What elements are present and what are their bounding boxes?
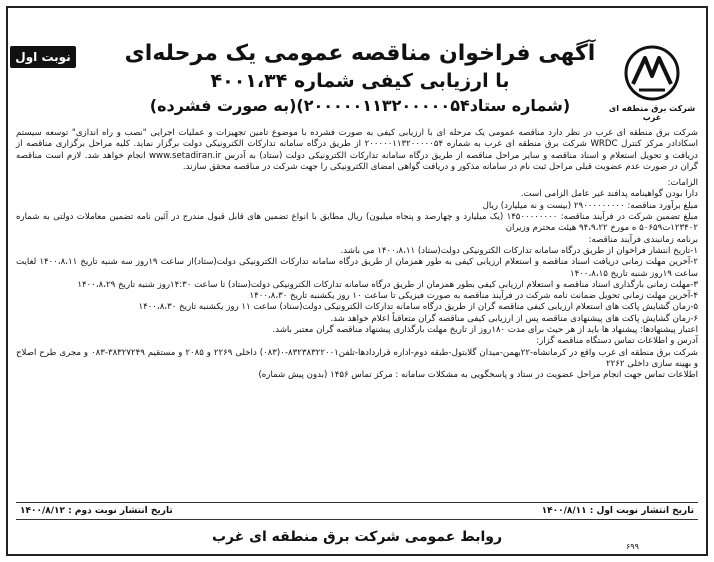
regional-electric-logo-icon: [623, 44, 681, 102]
schedule-item-4: ۴-آخرین مهلت زمانی تحویل ضمانت نامه شرکت در فرآیند مناقصه به صورت فیزیکی تا ساعت ۱۰ روز یکشنبه تاریخ ۱۴۰۰،۸،۳۰: [249, 291, 698, 302]
title-line-1: آگهی فراخوان مناقصه عمومی یک مرحله‌ای: [124, 41, 596, 66]
contact-heading: آدرس و اطلاعات تماس دستگاه مناقصه گزار:: [536, 336, 698, 347]
schedule-item-1: ۱-تاریخ انتشار فراخوان از طریق درگاه سامانه تدارکات الکترونیکی دولت(ستاد) ۱۴۰۰،۸،۱۱ می باشد.: [340, 245, 698, 256]
notice-title: [110, 40, 610, 118]
company-logo: [604, 44, 700, 120]
public-relations-footer: روابط عمومی شرکت برق منطقه ای غرب: [211, 529, 503, 545]
notice-code: ۶۹۹: [626, 542, 639, 551]
first-publication-date: تاریخ انتشار نوبت اول : ۱۴۰۰/۸/۱۱: [541, 506, 694, 516]
schedule-heading: برنامه زمانبندی فرآیند مناقصه:: [588, 234, 698, 245]
schedule-item-2: ۲-آخرین مهلت زمانی دریافت اسناد مناقصه و استعلام ارزیابی کیفی به طور همزمان از طریق درگاه سامانه تدارکات الکترونیکی دولت(ستاد)از ساعت ۱۹روز سه شنبه تاریخ ۱۴۰۰،۸،۱۱ لغایت ساعت ۱۹روز شنبه تاریخ ۱۴۰۰،۸،۱۵: [16, 257, 698, 279]
edition-badge: نوبت اول: [10, 46, 76, 68]
validity-note: اعتبار پیشنهادها: پیشنهاد ها باید از هر حیث برای مدت ۱۸۰روز از تاریخ مهلت بارگذاری پیشنهاد مناقصه گران معتبر باشد.: [272, 325, 698, 336]
schedule-item-3: ۳-مهلت زمانی بارگذاری اسناد مناقصه و استعلام ارزیابی کیفی بطور همزمان از طریق درگاه سامانه تدارکات الکترونیکی دولت(ستاد) تا ساعت ۱۴:۳۰روز شنبه تاریخ ۱۴۰۰،۸،۲۹: [77, 279, 698, 290]
second-publication-date: تاریخ انتشار نوبت دوم : ۱۴۰۰/۸/۱۲: [20, 506, 173, 516]
estimate-amount: مبلغ برآورد مناقصه: ۲۹۰۰۰۰۰۰۰۰۰ (بیست و نه میلیارد) ریال: [482, 200, 698, 211]
title-line-3: (شماره ستاد۲۰۰۰۰۰۱۱۳۲۰۰۰۰۰۵۴)(به صورت فشرده): [149, 96, 571, 115]
intro-paragraph: شرکت برق منطقه ای غرب در نظر دارد مناقصه عمومی یک مرحله ای با ارزیابی کیفی به صورت فشرده با موضوع تامین تجهیزات و عملیات اجرایی "نصب و راه اندازی" توسعه سیستم اسکادادر مرکز کنترل WRDC شرکت برق منطقه ای غرب به شماره ۲۰۰۰۰۰۱۱۳۲۰۰۰۰۰۵۴ از طریق درگاه سامانه تدارکات الکترونیکی دولت برگزار نماید. کلیه مراحل برگزاری مناقصه از دریافت و تحویل استعلام و اسناد مناقصه و سایر مراحل مناقصه از طریق درگاه سامانه تدارکات الکترونیکی دولت (ستاد) به آدرس www.setadiran.ir انجام خواهد شد. لازم است مناقصه گران در صورت عدم عضویت قبلی مراحل ثبت نام در سامانه مذکور و دریافت گواهی امضای الکترونیکی را جهت شرکت در مناقصه محقق سازند.: [16, 128, 698, 172]
requirements-heading: الزامات:: [667, 178, 698, 189]
contact-address: شرکت برق منطقه ای غرب واقع در کرمانشاه-۲۲بهمن-میدان گلابتول-طبقه دوم-اداره قراردادها-تلفن۸۳۲۳۸۳۲۲۰۰۱-۰(۰۸۳) داخلی ۲۲۶۹ و ۲۰۸۵ و مستقیم ۳۸۳۲۷۲۴۹-۰۸۳ و مجری طرح اصلاح و بهینه سازی داخلی ۲۲۶۲: [16, 347, 698, 369]
support-contact: اطلاعات تماس جهت انجام مراحل عضویت در ستاد و پاسخگویی به مشکلات سامانه : مرکز تماس ۱۴۵۶ (بدون پیش شماره): [258, 370, 698, 381]
publication-dates: [16, 502, 698, 520]
notice-body: [16, 128, 698, 382]
guarantee-amount: مبلغ تضمین شرکت در فرآیند مناقصه: ۱۴۵۰۰۰۰۰۰۰۰ (یک میلیارد و چهارصد و پنجاه میلیون) ریال مطابق با انواع تضمین های قابل قبول مندرج در آئین نامه تضمین معاملات دولتی به شماره ۱۲۳۴۰۲ت۵۰۶۵۹ ه مورخ ۹۴،۹،۲۲ هیئت محترم وزیران: [16, 212, 699, 234]
requirement-item: دارا بودن گواهینامه پدافند غیر عامل الزامی است.: [520, 189, 698, 200]
schedule-item-6: ۶-زمان گشایش پاکت های پیشنهادی مناقصه پس از ارزیابی کیفی مناقصه گران متعاقباً اعلام خواهد شد.: [330, 313, 698, 324]
title-line-2: با ارزیابی کیفی شماره ۴۰۰۱،۳۴: [210, 70, 510, 92]
schedule-item-5: ۵-زمان گشایش پاکت های استعلام ارزیابی کیفی مناقصه گران از طریق درگاه سامانه تدارکات الکترونیکی دولت(ستاد) ساعت ۱۱ روز یکشنبه تاریخ ۱۴۰۰،۸،۳۰: [138, 302, 698, 313]
logo-caption: شرکت برق منطقه ای غرب: [608, 104, 696, 122]
